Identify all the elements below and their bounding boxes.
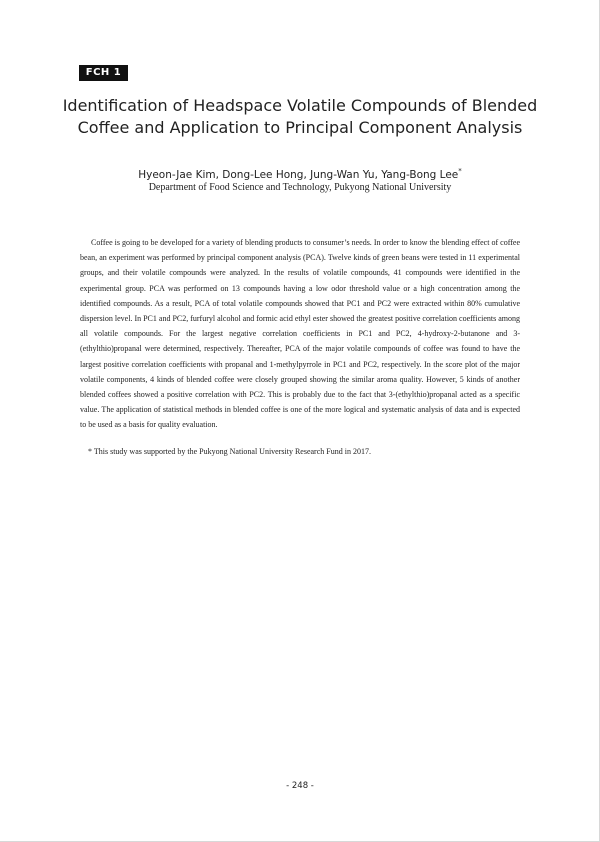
author-names: Hyeon-Jae Kim, Dong-Lee Hong, Jung-Wan Yu, Yang-Bong Lee [138, 169, 459, 181]
abstract-paragraph: Coffee is going to be developed for a variety of blending products to consumer’s needs. In order to know the blending effect of coffee bean, an experiment was performed by principal component analysis (PCA). Twelve kinds of green beans were tested in 11 experimental groups, and their volatile compounds were analyzed. In the results of volatile compounds, 41 compounds were identified in the experimental group. PCA was performed on 13 compounds having a low odor threshold value or a high concentration among the identified compounds. As a result, PCA of total volatile compounds showed that PC1 and PC2 were extracted within 80% cumulative dispersion level. In PC1 and PC2, furfuryl alcohol and formic acid ethyl ester showed the greatest positive correlation coefficients among all volatile compounds. For the largest negative correlation coefficients in PC1 and PC2, 4-hydroxy-2-butanone and 3-(ethylthio)propanal were determined, respectively. Thereafter, PCA of the major volatile compounds of coffee was found to have the largest positive correlation coefficients with propanal and 1-methylpyrrole in PC1 and PC2, respectively. In the score plot of the major volatile components, 4 kinds of blended coffee were closely grouped showing the similar aroma quality. However, 5 kinds of another blended coffees showed a positive correlation with PC2. This is probably due to the fact that 3-(ethylthio)propanal acted as a specific value. The application of statistical methods in blended coffee is one of the more logical and systematic analysis of data and is expected to be used as a basis for quality evaluation. [80, 238, 520, 430]
author-affiliation: Department of Food Science and Technology, Pukyong National University [148, 182, 452, 193]
paper-title-line-1: Identification of Headspace Volatile Compounds of Blended [62, 96, 538, 115]
paper-title [50, 95, 550, 139]
page-number: - 248 - [286, 781, 314, 791]
funding-footnote: * This study was supported by the Pukyong National University Research Fund in 2017. [88, 447, 371, 456]
corresponding-author-mark: * [458, 167, 462, 175]
author-list [50, 164, 550, 182]
paper-title-line-2: Coffee and Application to Principal Component Analysis [77, 118, 523, 137]
session-code-badge: FCH 1 [79, 65, 128, 81]
